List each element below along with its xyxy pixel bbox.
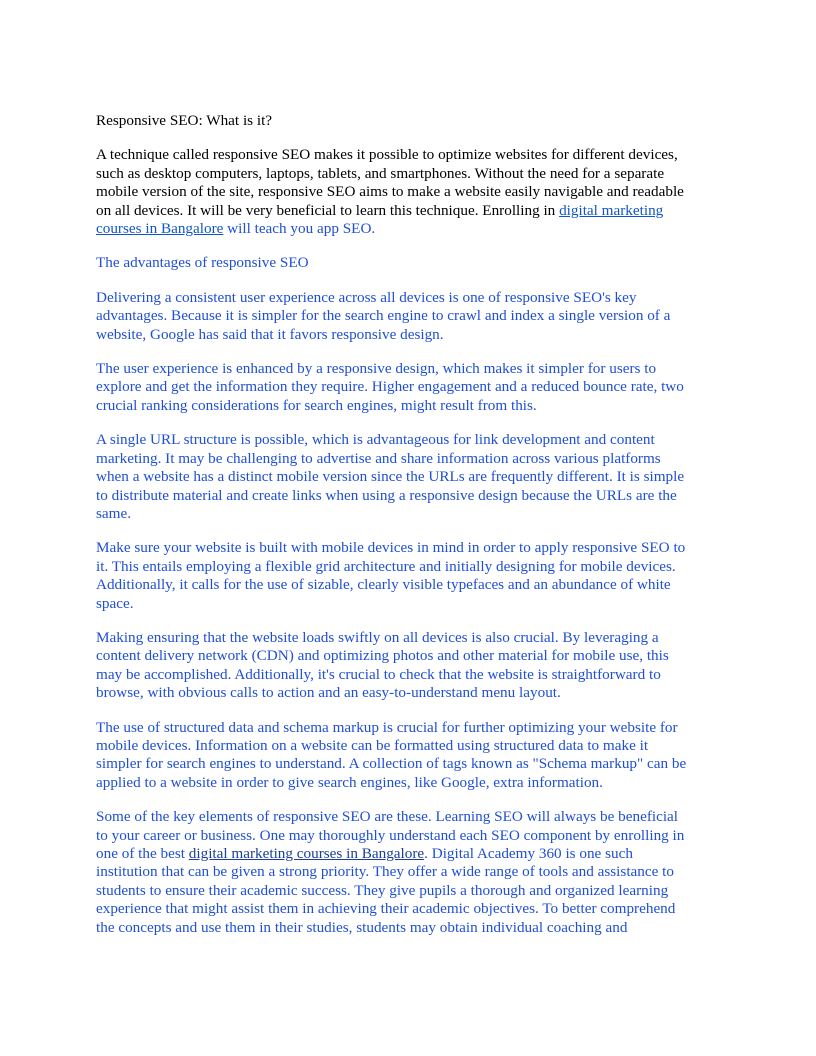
paragraph-single-url: A single URL structure is possible, which is advantageous for link development and content marketing. It may be challenging to advertise and share information across various platforms when a website has a distinct mobile version since the URLs are frequently different. It is simple to distribute material and create links when using a responsive design because the URLs are the same. — [96, 431, 685, 522]
intro-paragraph — [96, 146, 721, 238]
paragraph-mobile-design: Make sure your website is built with mobile devices in mind in order to apply responsive SEO to it. This entails employing a flexible grid architecture and initially designing for mobile devices. Additionally, it calls for the use of sizable, clearly visible typefaces and an abundance of white space. — [96, 539, 686, 612]
digital-marketing-courses-link-2[interactable]: digital marketing courses in Bangalore — [188, 845, 425, 862]
closing-after-link: . Digital Academy 360 is one such institution that can be given a strong priority. They offer a wide range of tools and assistance to students to ensure their academic success. They give pupils a thorough and organized learning experience that might assist them in achieving their academic objectives. To better comprehend the concepts and use them in their studies, students may obtain individual coaching and — [96, 845, 676, 936]
document-page — [96, 112, 721, 953]
digital-marketing-courses-link-1[interactable]: digital marketing courses in Bangalore — [96, 201, 664, 238]
closing-paragraph — [96, 808, 721, 937]
paragraph-structured-data: The use of structured data and schema markup is crucial for further optimizing your website for mobile devices. Information on a website can be formatted using structured data to make it simpler for search engines to understand. A collection of tags known as "Schema markup" can be applied to a website in order to give search engines, like Google, extra information. — [96, 718, 687, 791]
paragraph-consistent-experience: Delivering a consistent user experience across all devices is one of responsive SEO's key advantages. Because it is simpler for the search engine to crawl and index a single version of a website, Google has said that it favors responsive design. — [96, 288, 671, 343]
paragraph-load-speed: Making ensuring that the website loads swiftly on all devices is also crucial. By leveraging a content delivery network (CDN) and optimizing photos and other material for mobile use, this may be accomplished. Additionally, it's crucial to check that the website is straightforward to browse, with obvious calls to action and an easy-to-understand menu layout. — [96, 628, 669, 702]
paragraph-user-experience: The user experience is enhanced by a responsive design, which makes it simpler for users to explore and get the information they require. Higher engagement and a reduced bounce rate, two crucial ranking considerations for search engines, might result from this. — [96, 360, 684, 414]
closing-before-link: Some of the key elements of responsive SEO are these. Learning SEO will always be beneficial to your career or business. One may thoroughly understand each SEO component by enrolling in one of the best — [96, 808, 685, 862]
advantages-subheading: The advantages of responsive SEO — [96, 254, 309, 272]
intro-text: A technique called responsive SEO makes it possible to optimize websites for different devices, such as desktop computers, laptops, tablets, and smartphones. Without the need for a separate mobile version of the site, responsive SEO aims to make a website easily navigable and readable on all devices. It will be very beneficial to learn this technique. Enrolling in — [96, 146, 684, 219]
intro-after-link: will teach you app SEO. — [223, 220, 376, 238]
document-title: Responsive SEO: What is it? — [96, 112, 273, 129]
